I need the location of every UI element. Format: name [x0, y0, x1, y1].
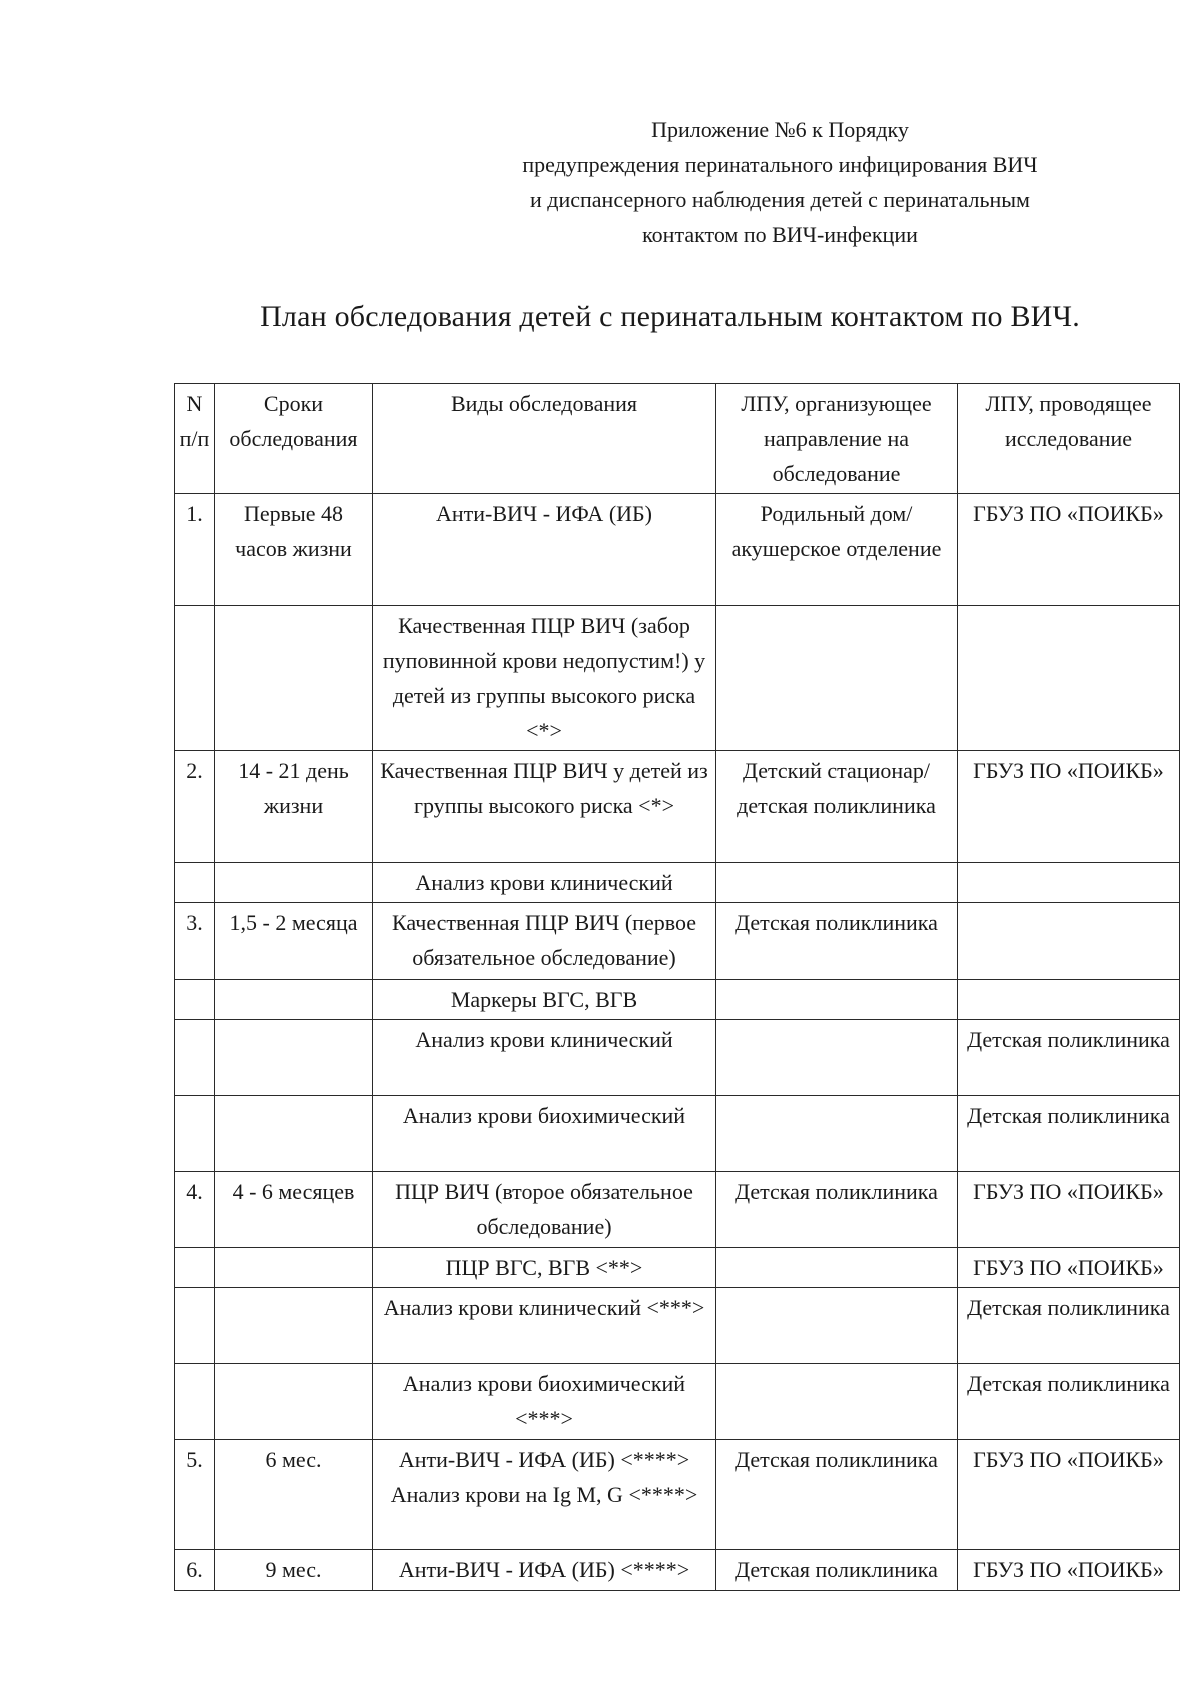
row-exam: Качественная ПЦР ВИЧ (первое обязательное обследование)	[373, 903, 716, 980]
row-number	[175, 1020, 215, 1096]
row-number	[175, 606, 215, 751]
examination-plan-table	[174, 383, 1180, 1591]
row-term: Первые 48 часов жизни	[215, 494, 373, 606]
row-performing: Детская поликлиника	[958, 1020, 1180, 1096]
row-performing: Детская поликлиника	[958, 1288, 1180, 1364]
row-exam: Анти-ВИЧ - ИФА (ИБ) <****>	[373, 1550, 716, 1591]
column-header-referring: ЛПУ, организующее направление на обследование	[716, 384, 958, 494]
table-row	[175, 1364, 1180, 1440]
row-term	[215, 1288, 373, 1364]
row-number: 6.	[175, 1550, 215, 1591]
row-term	[215, 1364, 373, 1440]
row-exam: Анти-ВИЧ - ИФА (ИБ) <****> Анализ крови на Ig M, G <****>	[373, 1440, 716, 1550]
table-row	[175, 1550, 1180, 1591]
appendix-header	[470, 112, 1090, 252]
row-term: 14 - 21 день жизни	[215, 751, 373, 863]
row-performing: ГБУЗ ПО «ПОИКБ»	[958, 1248, 1180, 1288]
row-exam: Анти-ВИЧ - ИФА (ИБ)	[373, 494, 716, 606]
row-referring: Детская поликлиника	[716, 1440, 958, 1550]
row-number	[175, 1248, 215, 1288]
row-number: 3.	[175, 903, 215, 980]
row-referring: Родильный дом/акушерское отделение	[716, 494, 958, 606]
table-row	[175, 903, 1180, 980]
table-row	[175, 1248, 1180, 1288]
row-term	[215, 863, 373, 903]
row-referring	[716, 1364, 958, 1440]
row-performing	[958, 903, 1180, 980]
appendix-header-line: Приложение №6 к Порядку	[651, 117, 909, 142]
row-term	[215, 606, 373, 751]
column-header-term: Сроки обследования	[215, 384, 373, 494]
table-row	[175, 1172, 1180, 1248]
row-term: 1,5 - 2 месяца	[215, 903, 373, 980]
table-row	[175, 1440, 1180, 1550]
table-row	[175, 1020, 1180, 1096]
row-referring: Детская поликлиника	[716, 1550, 958, 1591]
row-exam: ПЦР ВИЧ (второе обязательное обследование)	[373, 1172, 716, 1248]
row-exam: Анализ крови биохимический	[373, 1096, 716, 1172]
row-referring	[716, 606, 958, 751]
table-row	[175, 980, 1180, 1020]
row-performing	[958, 606, 1180, 751]
row-performing: ГБУЗ ПО «ПОИКБ»	[958, 1172, 1180, 1248]
table-row	[175, 1096, 1180, 1172]
row-number	[175, 980, 215, 1020]
row-number: 2.	[175, 751, 215, 863]
row-number: 5.	[175, 1440, 215, 1550]
row-referring: Детская поликлиника	[716, 903, 958, 980]
row-exam: ПЦР ВГС, ВГВ <**>	[373, 1248, 716, 1288]
row-performing: ГБУЗ ПО «ПОИКБ»	[958, 751, 1180, 863]
row-referring	[716, 1288, 958, 1364]
row-number	[175, 863, 215, 903]
row-performing: ГБУЗ ПО «ПОИКБ»	[958, 1550, 1180, 1591]
row-term	[215, 1020, 373, 1096]
row-referring	[716, 863, 958, 903]
column-header-performing: ЛПУ, проводящее исследование	[958, 384, 1180, 494]
row-referring	[716, 1020, 958, 1096]
row-number	[175, 1288, 215, 1364]
row-term: 6 мес.	[215, 1440, 373, 1550]
row-term	[215, 1248, 373, 1288]
row-performing	[958, 863, 1180, 903]
row-exam: Анализ крови клинический	[373, 1020, 716, 1096]
table-row	[175, 1288, 1180, 1364]
row-exam: Анализ крови биохимический <***>	[373, 1364, 716, 1440]
row-referring: Детский стационар/детская поликлиника	[716, 751, 958, 863]
table-row	[175, 494, 1180, 606]
row-performing: Детская поликлиника	[958, 1096, 1180, 1172]
column-header-number: N п/п	[175, 384, 215, 494]
column-header-exam: Виды обследования	[373, 384, 716, 494]
table-row	[175, 606, 1180, 751]
row-performing	[958, 980, 1180, 1020]
row-exam: Качественная ПЦР ВИЧ (забор пуповинной крови недопустим!) у детей из группы высокого риска <*>	[373, 606, 716, 751]
row-referring	[716, 1096, 958, 1172]
row-term: 9 мес.	[215, 1550, 373, 1591]
document-title: План обследования детей с перинатальным контактом по ВИЧ.	[260, 300, 1080, 333]
appendix-header-line: контактом по ВИЧ-инфекции	[642, 222, 918, 247]
row-term: 4 - 6 месяцев	[215, 1172, 373, 1248]
row-performing: Детская поликлиника	[958, 1364, 1180, 1440]
row-referring	[716, 1248, 958, 1288]
row-performing: ГБУЗ ПО «ПОИКБ»	[958, 1440, 1180, 1550]
row-term	[215, 980, 373, 1020]
row-number	[175, 1096, 215, 1172]
row-exam: Маркеры ВГС, ВГВ	[373, 980, 716, 1020]
appendix-header-line: и диспансерного наблюдения детей с перинатальным	[530, 187, 1030, 212]
row-number: 4.	[175, 1172, 215, 1248]
table-header-row	[175, 384, 1180, 494]
row-exam: Анализ крови клинический	[373, 863, 716, 903]
row-referring: Детская поликлиника	[716, 1172, 958, 1248]
row-exam: Анализ крови клинический <***>	[373, 1288, 716, 1364]
row-performing: ГБУЗ ПО «ПОИКБ»	[958, 494, 1180, 606]
row-number: 1.	[175, 494, 215, 606]
row-exam: Качественная ПЦР ВИЧ у детей из группы высокого риска <*>	[373, 751, 716, 863]
table-row	[175, 863, 1180, 903]
appendix-header-line: предупреждения перинатального инфицирования ВИЧ	[522, 152, 1038, 177]
row-referring	[716, 980, 958, 1020]
row-number	[175, 1364, 215, 1440]
row-term	[215, 1096, 373, 1172]
table-row	[175, 751, 1180, 863]
